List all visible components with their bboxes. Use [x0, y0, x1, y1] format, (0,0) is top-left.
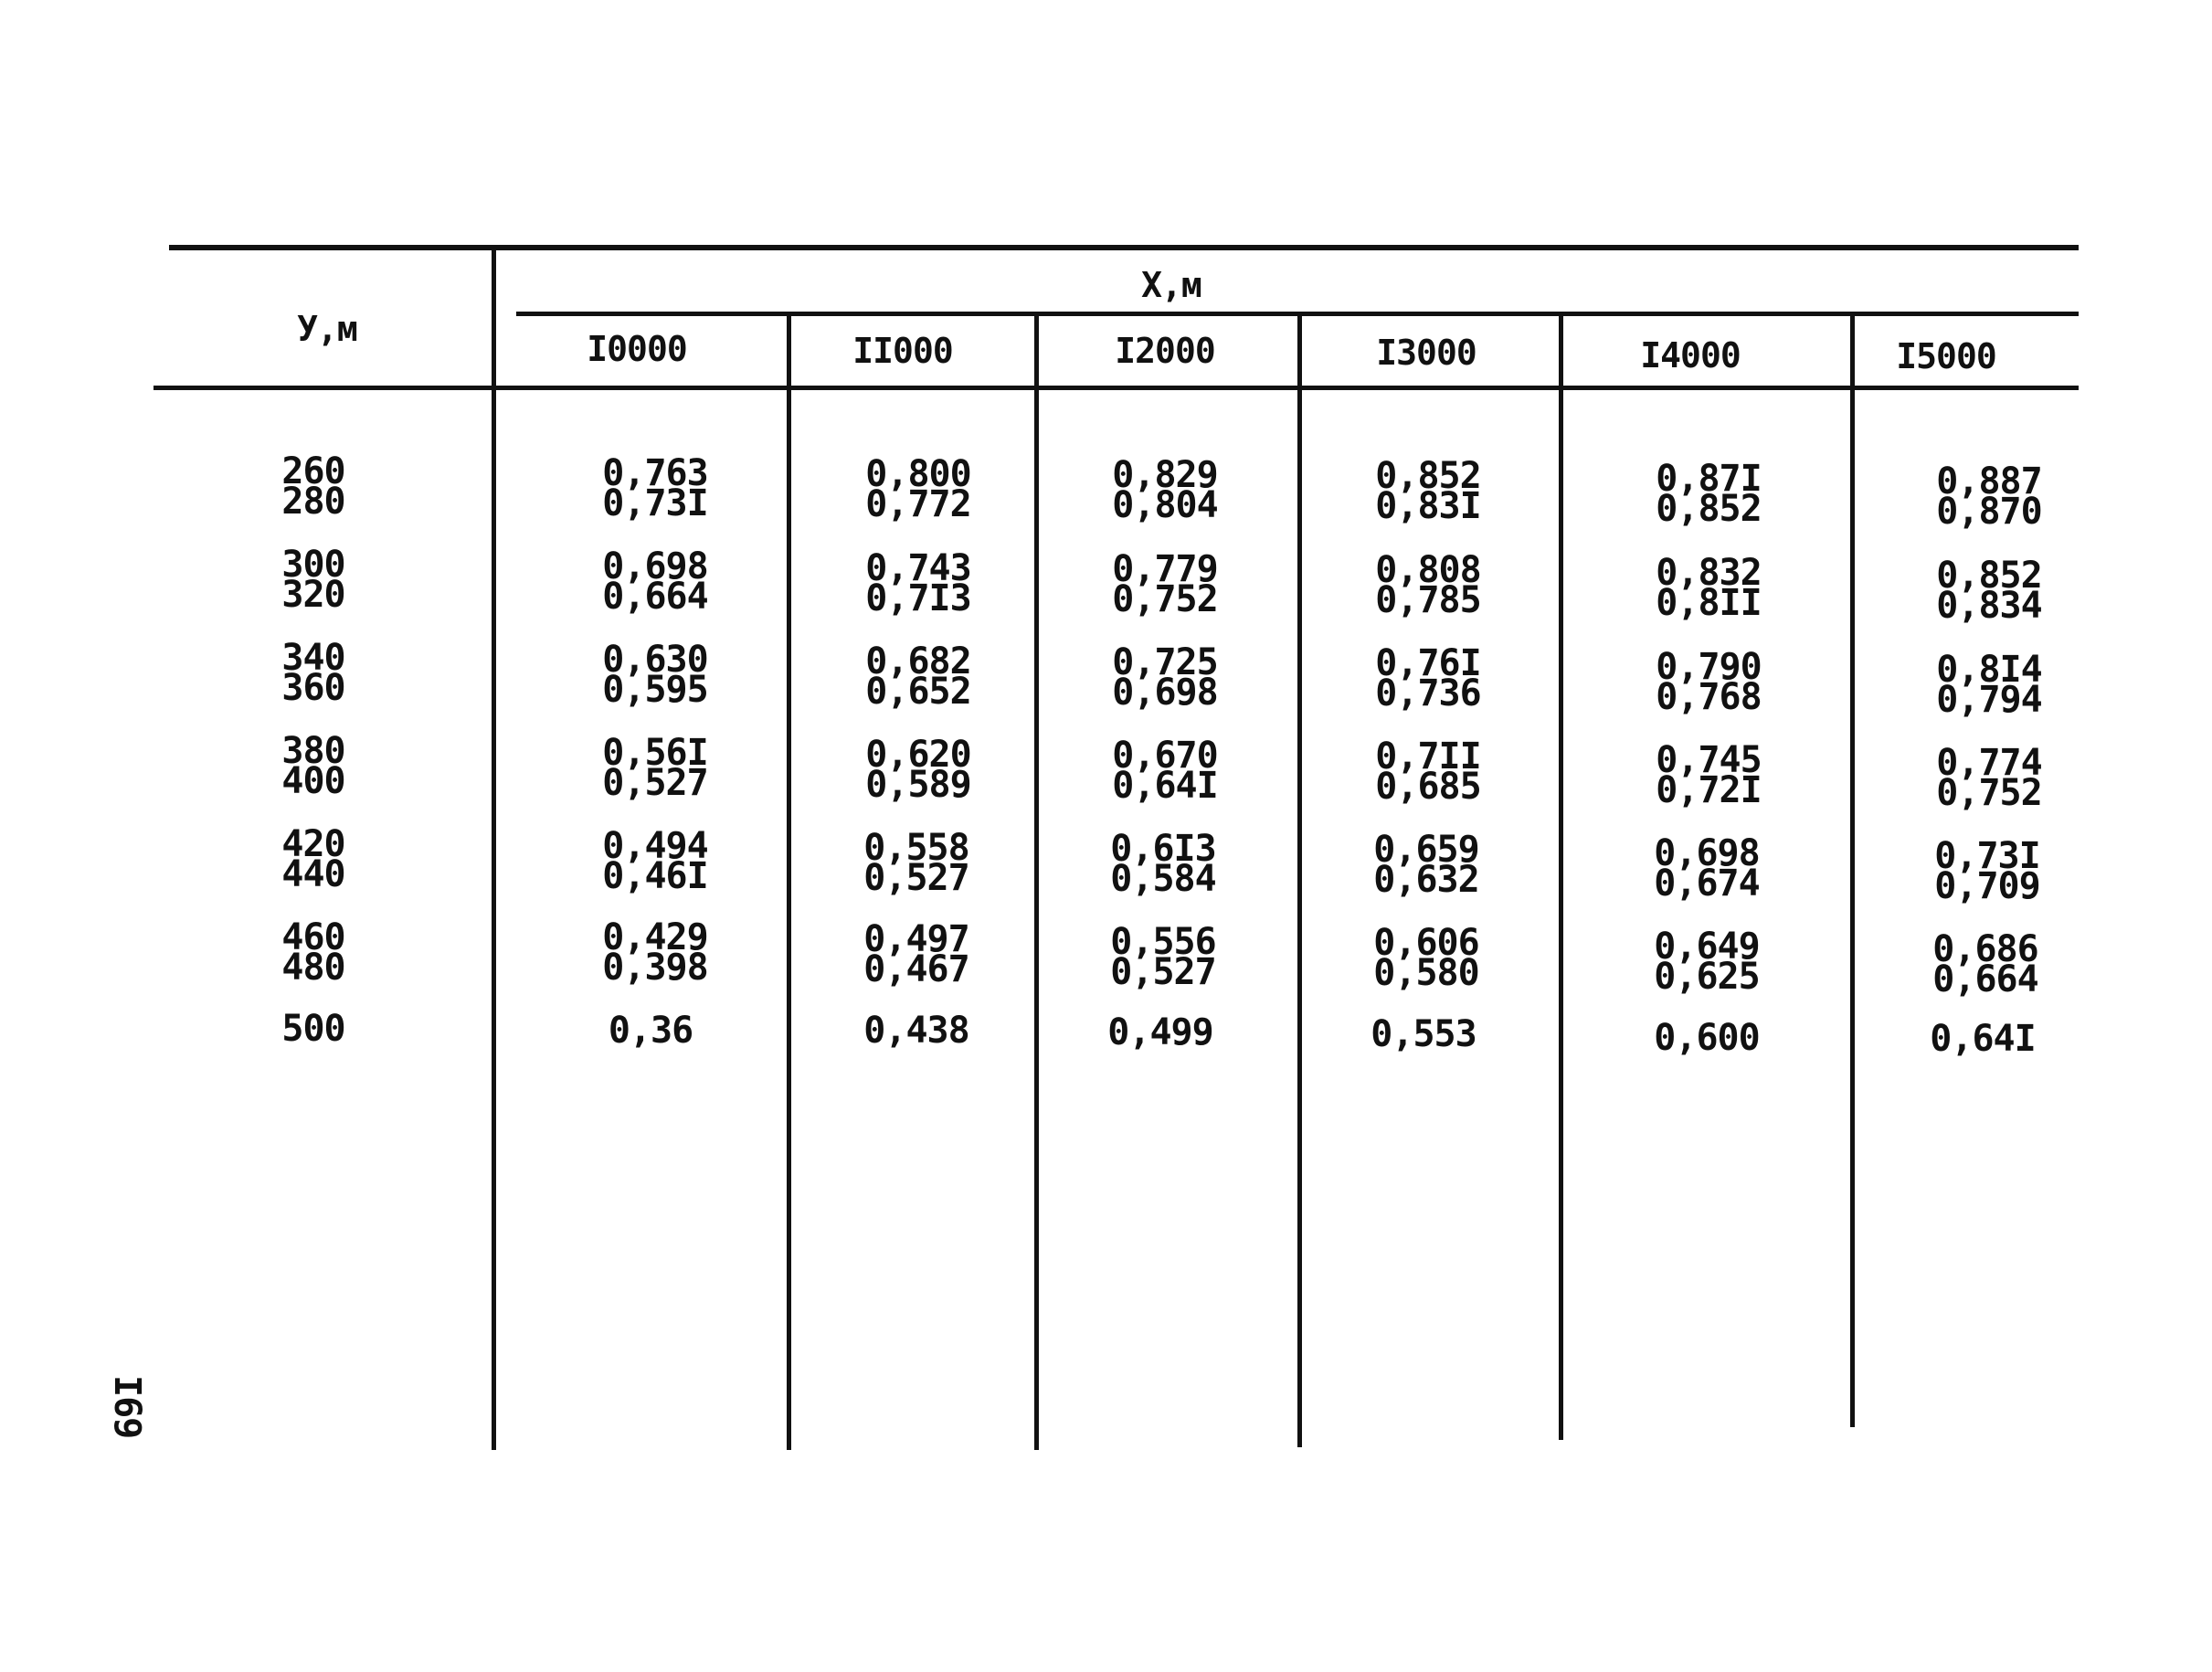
y-value-cell: 380 400: [281, 730, 345, 802]
value-cell: 0,36: [608, 1010, 693, 1052]
y-value-cell: 260 280: [281, 450, 345, 523]
column-divider: [1850, 314, 1855, 1427]
value-cell: 0,790 0,768: [1656, 646, 1762, 718]
column-divider: [1297, 314, 1302, 1447]
value-cell: 0,852 0,83I: [1375, 455, 1481, 527]
y-value-cell: 340 360: [281, 637, 345, 709]
value-cell: 0,7II 0,685: [1375, 735, 1481, 808]
value-cell: 0,829 0,804: [1112, 454, 1218, 526]
value-cell: 0,763 0,73I: [602, 452, 708, 524]
value-cell: 0,682 0,652: [865, 640, 971, 713]
value-cell: 0,698 0,674: [1654, 832, 1760, 905]
value-cell: 0,73I 0,709: [1934, 835, 2040, 907]
value-cell: 0,600: [1654, 1017, 1760, 1059]
value-cell: 0,887 0,870: [1936, 460, 2042, 533]
column-header: I3000: [1376, 333, 1476, 373]
value-cell: 0,87I 0,852: [1656, 458, 1762, 530]
value-cell: 0,6I3 0,584: [1110, 828, 1216, 900]
column-divider: [1559, 314, 1563, 1440]
value-cell: 0,779 0,752: [1112, 548, 1218, 620]
column-header: I4000: [1640, 335, 1741, 376]
y-value-cell: 300 320: [281, 544, 345, 616]
value-cell: 0,64I: [1930, 1018, 2036, 1060]
value-cell: 0,438: [863, 1010, 969, 1052]
value-cell: 0,558 0,527: [863, 827, 969, 899]
column-header: I5000: [1896, 336, 1996, 376]
column-divider: [1034, 314, 1039, 1450]
value-cell: 0,743 0,7I3: [865, 547, 971, 619]
value-cell: 0,808 0,785: [1375, 549, 1481, 621]
value-cell: 0,497 0,467: [863, 918, 969, 990]
column-divider: [787, 314, 791, 1450]
page-number: I69: [106, 1375, 148, 1439]
value-cell: 0,76I 0,736: [1375, 642, 1481, 714]
value-cell: 0,745 0,72I: [1656, 739, 1762, 811]
y-value-cell: 420 440: [281, 823, 345, 895]
value-cell: 0,649 0,625: [1654, 926, 1760, 998]
y-value-cell: 500: [281, 1008, 345, 1050]
value-cell: 0,556 0,527: [1110, 921, 1216, 993]
header-bottom-rule: [153, 386, 2079, 390]
value-cell: 0,698 0,664: [602, 545, 708, 618]
value-cell: 0,56I 0,527: [602, 732, 708, 804]
column-header: II000: [852, 331, 953, 371]
row-header-y: У,м: [297, 309, 357, 349]
y-value-cell: 460 480: [281, 916, 345, 989]
value-cell: 0,553: [1371, 1013, 1476, 1055]
value-cell: 0,686 0,664: [1932, 928, 2038, 1000]
column-header: I2000: [1115, 331, 1215, 371]
value-cell: 0,620 0,589: [865, 734, 971, 806]
value-cell: 0,494 0,46I: [602, 825, 708, 897]
value-cell: 0,499: [1107, 1011, 1213, 1053]
value-cell: 0,606 0,580: [1373, 922, 1479, 994]
value-cell: 0,429 0,398: [602, 916, 708, 989]
value-cell: 0,800 0,772: [865, 453, 971, 525]
column-header: I0000: [587, 329, 687, 369]
value-cell: 0,659 0,632: [1373, 829, 1479, 901]
table-top-rule: [169, 245, 2079, 250]
value-cell: 0,774 0,752: [1936, 742, 2042, 814]
value-cell: 0,630 0,595: [602, 639, 708, 711]
value-cell: 0,852 0,834: [1936, 555, 2042, 627]
value-cell: 0,670 0,64I: [1112, 735, 1218, 807]
column-group-header-x: Х,м: [1141, 265, 1201, 305]
value-cell: 0,832 0,8II: [1656, 552, 1762, 624]
value-cell: 0,725 0,698: [1112, 641, 1218, 714]
column-divider: [492, 249, 496, 1450]
value-cell: 0,8I4 0,794: [1936, 649, 2042, 721]
